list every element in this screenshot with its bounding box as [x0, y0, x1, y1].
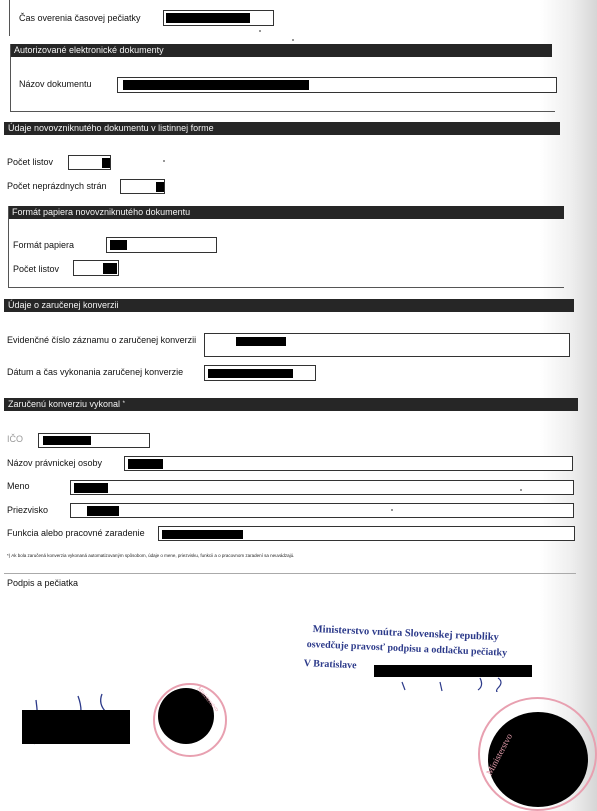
- redaction-block: [87, 506, 119, 516]
- priezvisko-label: Priezvisko: [7, 505, 49, 515]
- redaction-block: [166, 13, 250, 23]
- nazov-osoby-field: [124, 456, 573, 471]
- datum-cas-label: Dátum a čas vykonania zaručenej konverzie: [7, 367, 184, 377]
- evidencne-cislo-label: Evidenčné číslo záznamu o zaručenej konverzii: [7, 335, 197, 345]
- section-header-konverzia: Údaje o zaručenej konverzii: [4, 299, 574, 312]
- section-header-vykonal: [4, 398, 578, 411]
- scan-speck: [163, 160, 165, 162]
- section-header-format: Formát papiera novovzniknutého dokumentu: [8, 206, 564, 219]
- scan-speck: [520, 489, 522, 491]
- scan-speck: [292, 39, 294, 41]
- redaction-block: [208, 369, 293, 378]
- seal-1-text: Ministerstvo: [195, 686, 220, 714]
- ico-field: [38, 433, 150, 448]
- datum-cas-field: [204, 365, 316, 381]
- section-border: [4, 573, 576, 574]
- cas-overenia-label: Čas overenia časovej pečiatky: [19, 13, 141, 23]
- stamp-line-2: osvedčuje pravosť podpisu a odtlačku pečiatky: [306, 639, 508, 659]
- section-header-vykonal-text: Zaručenú konverziu vykonal: [8, 399, 121, 409]
- redaction-block: [110, 240, 127, 250]
- redaction-block: [156, 182, 164, 192]
- seal-redaction: [488, 712, 588, 807]
- redaction-block: [103, 263, 117, 274]
- section-border: [8, 206, 9, 288]
- signature-redaction: [22, 710, 130, 744]
- priezvisko-field: [70, 503, 574, 518]
- footnote-text: *) Ak bola zaručená konverzia vykonaná automatizovaným spôsobom, údaje o mene, priezvisku, funkcii a o pracovnom zaradení sa neuvádzajú.: [7, 553, 295, 558]
- handwritten-date-strokes: [372, 668, 532, 692]
- funkcia-label: Funkcia alebo pracovné zaradenie: [7, 528, 145, 538]
- left-border: [9, 0, 10, 36]
- pocet-stran-label: Počet neprázdnych strán: [7, 181, 107, 191]
- redaction-block: [102, 158, 110, 168]
- pocet-listov-field: [68, 155, 111, 170]
- pocet-stran-field: [120, 179, 165, 194]
- stamp-line-3: V Bratislave: [303, 658, 357, 672]
- redaction-block: [123, 80, 309, 90]
- scan-speck: [391, 509, 393, 511]
- section-header-listinna: Údaje novovzniknutého dokumentu v listinnej forme: [4, 122, 560, 135]
- format-pocet-listov-field: [73, 260, 119, 276]
- section-border: [10, 111, 555, 112]
- pocet-listov-label: Počet listov: [7, 157, 54, 167]
- redaction-block: [74, 483, 108, 493]
- meno-label: Meno: [7, 481, 30, 491]
- format-papiera-label: Formát papiera: [13, 240, 75, 250]
- section-border: [10, 44, 11, 112]
- nazov-dokumentu-label: Názov dokumentu: [19, 79, 92, 89]
- nazov-dokumentu-field: [117, 77, 557, 93]
- section-header-autorizovane: Autorizované elektronické dokumenty: [10, 44, 552, 57]
- evidencne-cislo-field: [204, 333, 570, 357]
- redaction-block: [43, 436, 91, 445]
- cas-overenia-field: [163, 10, 274, 26]
- footnote-marker: *: [122, 401, 125, 407]
- funkcia-field: [158, 526, 575, 541]
- redaction-block: [236, 337, 286, 346]
- podpis-pecatka-label: Podpis a pečiatka: [7, 578, 79, 588]
- ico-label: IČO: [7, 434, 24, 444]
- redaction-block: [162, 530, 243, 539]
- redaction-block: [128, 459, 163, 469]
- nazov-osoby-label: Názov právnickej osoby: [7, 458, 103, 468]
- section-border: [8, 287, 564, 288]
- stamp-line-1: Ministerstvo vnútra Slovenskej republiky: [312, 624, 500, 644]
- format-pocet-listov-label: Počet listov: [13, 264, 60, 274]
- meno-field: [70, 480, 574, 495]
- format-papiera-field: [106, 237, 217, 253]
- seal-2-text: Ministerstvo: [484, 731, 515, 777]
- scan-speck: [259, 30, 261, 32]
